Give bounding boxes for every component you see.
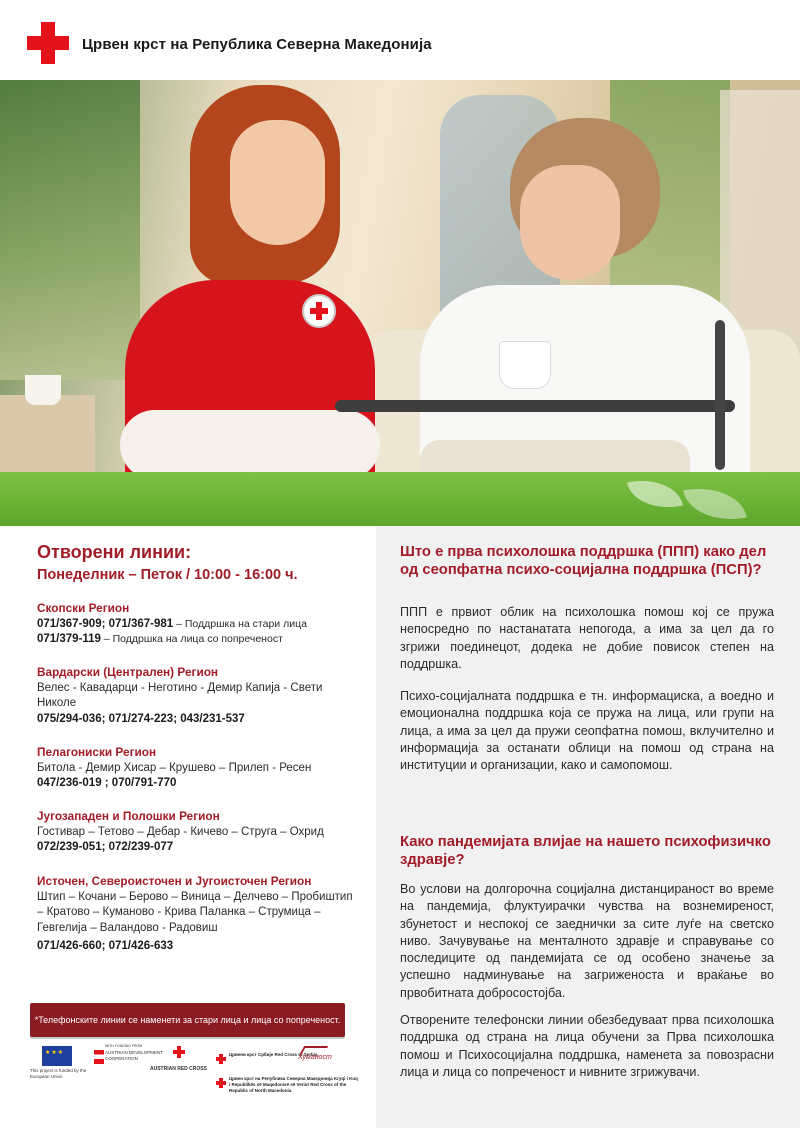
- footnote-banner: *Телефонските линии се наменети за стари лица и лица со попреченост.: [30, 1003, 345, 1037]
- contacts-title: Отворени линии:: [37, 542, 192, 562]
- region-name: Југозападен и Полошки Регион: [37, 809, 220, 823]
- paragraph-ppp: ППП е првиот облик на психолошка помош кој се пружа непосредно по настанатата непогода, а има за цел да го згрижи поединецот, додека не добие повисок степен на поддршка.: [400, 605, 774, 671]
- ada-logo-text: AUSTRIAN DEVELOPMENT COOPERATION: [105, 1050, 163, 1061]
- working-hours: Понеделник – Петок / 10:00 - 16:00 ч.: [37, 567, 298, 583]
- region-name: Вардарски (Централен) Регион: [37, 665, 219, 679]
- red-cross-badge-icon: [302, 294, 336, 328]
- region-name: Пелагониски Регион: [37, 745, 157, 759]
- eu-flag-icon: [42, 1046, 72, 1066]
- leaf-icon: [683, 480, 747, 527]
- arc-logo-text: AUSTRIAN RED CROSS: [150, 1066, 207, 1072]
- caregiver-photo: [0, 80, 800, 472]
- region-name: Скопски Регион: [37, 601, 130, 615]
- serbian-red-cross-icon: [216, 1054, 226, 1064]
- phone-numbers[interactable]: 072/239-051; 072/239-077: [37, 841, 174, 853]
- paragraph-pandemic: Во услови на долгорочна социјална дистанцираност во време на пандемија, флуктуирачки чувства на вознемиреност, збунетост и неспокој се заеднички за сите луѓе на светско ниво. Зачувување на менталното здравје и справување со последиците од пандемијата се од особено значење за успешно надминување на загриженоста и враќање во првобитната добросостојба.: [400, 882, 774, 1000]
- paragraph-psp: Психо-социјалната поддршка е тн. информациска, а воедно и емоционална поддршка која се пружа на лица, или групи на лица, а има за цел да пружи сеопфатна помош, вклучително и информација за останати облици на помош од страна на институции и организации, како и самопомош.: [400, 689, 774, 773]
- green-decorative-band: [0, 472, 800, 526]
- line-note: – Поддршка на лица со попреченост: [100, 633, 283, 645]
- serbia-logo-text: Црвени крст Србије Red Cross of Serbia: [229, 1052, 318, 1057]
- region-pelagonia: [37, 745, 357, 792]
- austria-flag-icon: [94, 1050, 104, 1064]
- region-vardar: [37, 665, 357, 727]
- leaf-icon: [627, 472, 683, 516]
- region-towns: Гостивар – Тетово – Дебар - Кичево – Струга – Охрид: [37, 825, 324, 838]
- region-southwest-polog: [37, 809, 357, 856]
- region-towns: Битола - Демир Хисар – Крушево – Прилеп - Ресен: [37, 761, 312, 774]
- page-header: [0, 0, 800, 80]
- red-cross-logo-icon: [27, 22, 69, 64]
- phone-numbers[interactable]: 071/426-660; 071/426-633: [37, 940, 174, 952]
- region-skopje: [37, 601, 357, 648]
- phone-numbers[interactable]: 071/379-119: [37, 633, 101, 645]
- humanost-roof-icon: [300, 1046, 329, 1054]
- macedonian-red-cross-icon: [216, 1078, 226, 1088]
- section-heading-ppp: Што е прва психолошка поддршка (ППП) како дел од сеопфатна психо-социјална поддршка (ПСП)?: [400, 544, 767, 578]
- line-note: – Поддршка на стари лица: [173, 617, 307, 630]
- phone-numbers[interactable]: 075/294-036; 071/274-223; 043/231-537: [37, 712, 245, 725]
- mug-icon: [500, 342, 550, 388]
- section-heading-pandemic: Како пандемијата влијае на нашето психофизичко здравје?: [400, 834, 771, 868]
- region-towns: Велес - Кавадарци - Неготино - Демир Капија - Свети Николе: [37, 681, 323, 709]
- phone-numbers[interactable]: 047/236-019 ; 070/791-770: [37, 777, 177, 789]
- region-towns: Штип – Кочани – Берово – Виница – Делчево – Пробиштип – Кратово – Куманово - Крива Паланка – Струмица – Гевгелија – Валандово - Радовиш: [37, 890, 353, 934]
- partner-logos: [30, 1042, 358, 1098]
- humanost-logo-text: Хуманост: [298, 1054, 332, 1061]
- eu-logo-text: This project is funded by the European Union: [30, 1068, 87, 1079]
- phone-numbers[interactable]: 071/367-909; 071/367-981: [37, 617, 174, 630]
- mk-logo-text: Црвен крст на Република Северна Македонија Kryqi i Kuq i Republikës së Maqedonisë së Veriut Red Cross of the Republic of North Macedonia: [229, 1076, 358, 1093]
- organization-name: Црвен крст на Република Северна Македонија: [82, 36, 432, 53]
- region-east: [37, 874, 357, 955]
- region-name: Источен, Североисточен и Југоисточен Регион: [37, 874, 312, 888]
- austrian-red-cross-icon: [173, 1046, 185, 1058]
- ada-small-text: WITH FUNDING FROM: [105, 1044, 143, 1048]
- paragraph-hotlines: Отворените телефонски линии обезбедуваат прва психолошка поддршка од страна на лица обучени за Прва психолошка помош и Психосоцијална поддршка, наменета за повозрасни лица и лица со попреченост и нивните згрижувачи.: [400, 1013, 774, 1079]
